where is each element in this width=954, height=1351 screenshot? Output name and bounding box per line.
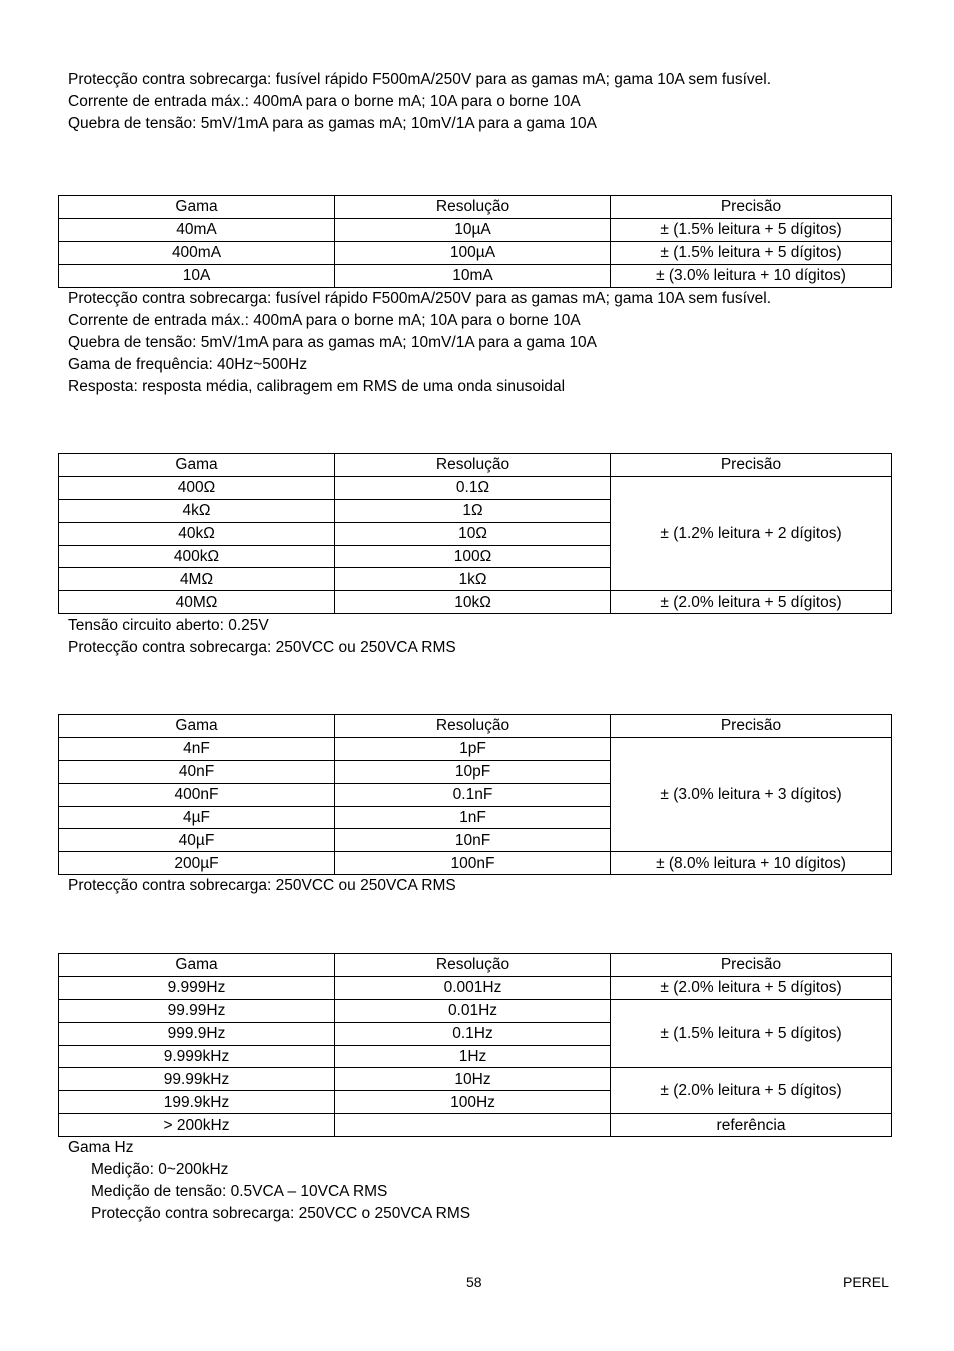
cell-precisao: ± (2.0% leitura + 5 dígitos)	[611, 976, 892, 999]
header-precisao: Precisão	[611, 715, 892, 738]
header-resolucao: Resolução	[335, 954, 611, 977]
table-row	[59, 476, 892, 499]
header-precisao: Precisão	[611, 954, 892, 977]
resistance-table	[58, 453, 892, 614]
table-row	[59, 999, 892, 1022]
cell-gama: 40mA	[59, 218, 335, 241]
frequency-note: Protecção contra sobrecarga: 250VCC o 250VCA RMS	[91, 1205, 471, 1222]
cell-resolucao: 100nF	[335, 852, 611, 875]
table-row	[59, 1114, 892, 1137]
cell-resolucao: 0.01Hz	[335, 999, 611, 1022]
cell-resolucao: 100Ω	[335, 545, 611, 568]
header-gama: Gama	[59, 196, 335, 219]
cell-gama: 4µF	[59, 806, 335, 829]
cell-gama: 40MΩ	[59, 591, 335, 614]
frequency-table	[58, 953, 892, 1137]
cell-resolucao: 0.1Ω	[335, 476, 611, 499]
header-precisao: Precisão	[611, 196, 892, 219]
cell-resolucao: 1kΩ	[335, 568, 611, 591]
cell-resolucao: 100Hz	[335, 1091, 611, 1114]
cell-resolucao: 10pF	[335, 760, 611, 783]
cell-precisao: ± (8.0% leitura + 10 dígitos)	[611, 852, 892, 875]
cell-resolucao: 1Ω	[335, 499, 611, 522]
cell-resolucao: 10Hz	[335, 1068, 611, 1091]
cell-precisao: ± (1.5% leitura + 5 dígitos)	[611, 241, 892, 264]
header-resolucao: Resolução	[335, 715, 611, 738]
cell-precisao-group: ± (2.0% leitura + 5 dígitos)	[611, 1068, 892, 1114]
cell-gama: 4nF	[59, 737, 335, 760]
cell-resolucao: 0.1nF	[335, 783, 611, 806]
resistance-note: Protecção contra sobrecarga: 250VCC ou 250VCA RMS	[68, 639, 456, 656]
frequency-note: Medição de tensão: 0.5VCA – 10VCA RMS	[91, 1183, 388, 1200]
table-row	[59, 976, 892, 999]
table-row	[59, 852, 892, 875]
page-number: 58	[466, 1274, 482, 1290]
cell-resolucao: 1nF	[335, 806, 611, 829]
ac-current-note: Corrente de entrada máx.: 400mA para o borne mA; 10A para o borne 10A	[68, 312, 581, 329]
cell-resolucao: 10µA	[335, 218, 611, 241]
cell-resolucao: 1pF	[335, 737, 611, 760]
cell-gama: > 200kHz	[59, 1114, 335, 1137]
cell-gama: 400kΩ	[59, 545, 335, 568]
cell-resolucao: 1Hz	[335, 1045, 611, 1068]
table-row	[59, 264, 892, 287]
cell-precisao: ± (2.0% leitura + 5 dígitos)	[611, 591, 892, 614]
cell-resolucao: 100µA	[335, 241, 611, 264]
capacitance-table	[58, 714, 892, 875]
cell-resolucao: 0.001Hz	[335, 976, 611, 999]
header-precisao: Precisão	[611, 454, 892, 477]
cell-gama: 400mA	[59, 241, 335, 264]
table-header-row	[59, 954, 892, 977]
table-row	[59, 591, 892, 614]
ac-current-note: Protecção contra sobrecarga: fusível rápido F500mA/250V para as gamas mA; gama 10A sem fusível.	[68, 290, 772, 307]
cell-resolucao: 10nF	[335, 829, 611, 852]
intro-line: Corrente de entrada máx.: 400mA para o borne mA; 10A para o borne 10A	[68, 93, 581, 110]
cell-precisao-group: ± (1.5% leitura + 5 dígitos)	[611, 999, 892, 1068]
header-gama: Gama	[59, 454, 335, 477]
table-row	[59, 737, 892, 760]
header-resolucao: Resolução	[335, 196, 611, 219]
table-row	[59, 241, 892, 264]
cell-gama: 99.99kHz	[59, 1068, 335, 1091]
table-row	[59, 218, 892, 241]
cell-gama: 10A	[59, 264, 335, 287]
cell-gama: 99.99Hz	[59, 999, 335, 1022]
cell-gama: 199.9kHz	[59, 1091, 335, 1114]
table-header-row	[59, 196, 892, 219]
cell-resolucao: 10Ω	[335, 522, 611, 545]
cell-gama: 400Ω	[59, 476, 335, 499]
ac-current-note: Quebra de tensão: 5mV/1mA para as gamas mA; 10mV/1A para a gama 10A	[68, 334, 598, 351]
intro-line: Quebra de tensão: 5mV/1mA para as gamas mA; 10mV/1A para a gama 10A	[68, 115, 598, 132]
cell-gama: 40µF	[59, 829, 335, 852]
cell-precisao: ± (1.5% leitura + 5 dígitos)	[611, 218, 892, 241]
capacitance-note: Protecção contra sobrecarga: 250VCC ou 250VCA RMS	[68, 877, 456, 894]
ac-current-note: Resposta: resposta média, calibragem em RMS de uma onda sinusoidal	[68, 378, 566, 395]
header-gama: Gama	[59, 954, 335, 977]
cell-gama: 200µF	[59, 852, 335, 875]
cell-resolucao: 10kΩ	[335, 591, 611, 614]
ac-current-note: Gama de frequência: 40Hz~500Hz	[68, 356, 308, 373]
header-gama: Gama	[59, 715, 335, 738]
table-row	[59, 1068, 892, 1091]
cell-gama: 4kΩ	[59, 499, 335, 522]
cell-resolucao: 10mA	[335, 264, 611, 287]
cell-gama: 9.999Hz	[59, 976, 335, 999]
cell-resolucao	[335, 1114, 611, 1137]
cell-precisao-group: ± (3.0% leitura + 3 dígitos)	[611, 737, 892, 851]
frequency-note: Medição: 0~200kHz	[91, 1161, 229, 1178]
cell-precisao: referência	[611, 1114, 892, 1137]
cell-resolucao: 0.1Hz	[335, 1022, 611, 1045]
cell-gama: 999.9Hz	[59, 1022, 335, 1045]
cell-gama: 9.999kHz	[59, 1045, 335, 1068]
frequency-notes-title: Gama Hz	[68, 1139, 134, 1156]
cell-gama: 4MΩ	[59, 568, 335, 591]
cell-gama: 40nF	[59, 760, 335, 783]
intro-line: Protecção contra sobrecarga: fusível rápido F500mA/250V para as gamas mA; gama 10A sem fusível.	[68, 71, 772, 88]
ac-current-table	[58, 195, 892, 288]
cell-gama: 400nF	[59, 783, 335, 806]
cell-precisao: ± (3.0% leitura + 10 dígitos)	[611, 264, 892, 287]
resistance-note: Tensão circuito aberto: 0.25V	[68, 617, 269, 634]
table-header-row	[59, 454, 892, 477]
header-resolucao: Resolução	[335, 454, 611, 477]
brand-name: PEREL	[843, 1274, 889, 1290]
table-header-row	[59, 715, 892, 738]
cell-gama: 40kΩ	[59, 522, 335, 545]
cell-precisao-group: ± (1.2% leitura + 2 dígitos)	[611, 476, 892, 590]
